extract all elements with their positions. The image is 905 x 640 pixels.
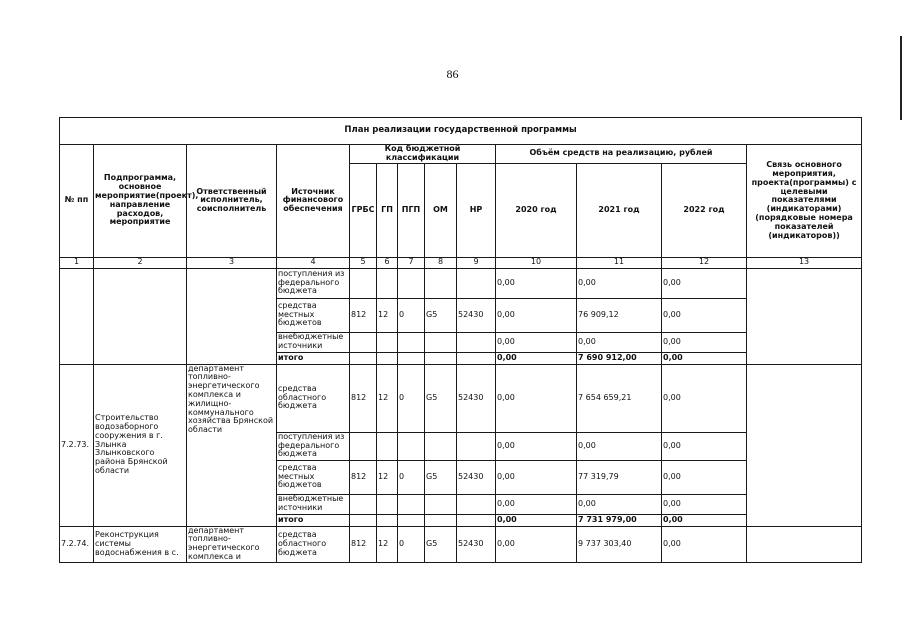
amount-2020: 0,00 — [496, 514, 577, 526]
row-activity — [94, 268, 187, 364]
funding-source: итого — [277, 514, 350, 526]
column-number: 3 — [187, 257, 277, 268]
gp-code — [377, 332, 398, 352]
row-num — [60, 268, 94, 364]
row-executor: департамент топливно-энергетического комплекса и жилищно-коммунального хозяйства Брянской области — [187, 364, 277, 526]
header-2022: 2022 год — [662, 163, 747, 257]
gp-code — [377, 514, 398, 526]
row-num: 7.2.74. — [60, 526, 94, 562]
amount-2021: 0,00 — [577, 494, 662, 514]
gp-code — [377, 268, 398, 298]
amount-2021: 7 731 979,00 — [577, 514, 662, 526]
amount-2021: 77 319,79 — [577, 460, 662, 494]
pgp-code: 0 — [398, 298, 425, 332]
grbs-code — [350, 352, 377, 364]
column-number: 5 — [350, 257, 377, 268]
header-link: Связь основного мероприятия, проекта(программы) с целевыми показателями (индикаторами) (порядковые номера показателей (индикаторов)) — [747, 145, 862, 258]
header-activity: Подпрограмма, основное мероприятие(проект), направление расходов, мероприятие — [94, 145, 187, 258]
row-executor — [187, 268, 277, 364]
om-code: G5 — [425, 460, 457, 494]
header-pgp: ПГП — [398, 163, 425, 257]
grbs-code — [350, 332, 377, 352]
column-number: 6 — [377, 257, 398, 268]
row-activity: Строительство водозаборного сооружения в г. Злынка Злынковского района Брянской области — [94, 364, 187, 526]
om-code — [425, 268, 457, 298]
nr-code: 52430 — [457, 298, 496, 332]
nr-code — [457, 332, 496, 352]
header-executor: Ответственный исполнитель, соисполнитель — [187, 145, 277, 258]
pgp-code — [398, 268, 425, 298]
amount-2022: 0,00 — [662, 494, 747, 514]
amount-2021: 0,00 — [577, 432, 662, 460]
indicator-link — [747, 526, 862, 562]
table-row — [60, 268, 862, 298]
amount-2022: 0,00 — [662, 514, 747, 526]
amount-2022: 0,00 — [662, 460, 747, 494]
amount-2020: 0,00 — [496, 332, 577, 352]
column-number: 12 — [662, 257, 747, 268]
nr-code — [457, 514, 496, 526]
grbs-code — [350, 432, 377, 460]
column-number: 1 — [60, 257, 94, 268]
nr-code — [457, 494, 496, 514]
nr-code — [457, 432, 496, 460]
amount-2020: 0,00 — [496, 526, 577, 562]
column-number: 4 — [277, 257, 350, 268]
column-number: 2 — [94, 257, 187, 268]
pgp-code — [398, 332, 425, 352]
gp-code: 12 — [377, 526, 398, 562]
column-number: 11 — [577, 257, 662, 268]
pgp-code — [398, 352, 425, 364]
amount-2020: 0,00 — [496, 298, 577, 332]
row-num: 7.2.73. — [60, 364, 94, 526]
header-om: ОМ — [425, 163, 457, 257]
pgp-code — [398, 514, 425, 526]
header-grbs: ГРБС — [350, 163, 377, 257]
om-code — [425, 332, 457, 352]
funding-source: итого — [277, 352, 350, 364]
amount-2020: 0,00 — [496, 494, 577, 514]
program-plan-table — [59, 117, 862, 563]
amount-2020: 0,00 — [496, 432, 577, 460]
row-executor: департамент топливно-энергетического комплекса и — [187, 526, 277, 562]
amount-2021: 7 654 659,21 — [577, 364, 662, 432]
funding-source: внебюджетные источники — [277, 332, 350, 352]
column-number: 9 — [457, 257, 496, 268]
column-number: 7 — [398, 257, 425, 268]
funding-source: поступления из федерального бюджета — [277, 432, 350, 460]
header-gp: ГП — [377, 163, 398, 257]
grbs-code — [350, 494, 377, 514]
table-row — [60, 364, 862, 432]
pgp-code — [398, 494, 425, 514]
amount-2022: 0,00 — [662, 352, 747, 364]
om-code: G5 — [425, 526, 457, 562]
om-code — [425, 494, 457, 514]
funding-source: поступления из федерального бюджета — [277, 268, 350, 298]
funding-source: средства областного бюджета — [277, 526, 350, 562]
pgp-code: 0 — [398, 364, 425, 432]
funding-source: средства местных бюджетов — [277, 460, 350, 494]
pgp-code: 0 — [398, 526, 425, 562]
header-2021: 2021 год — [577, 163, 662, 257]
amount-2022: 0,00 — [662, 526, 747, 562]
column-number: 10 — [496, 257, 577, 268]
amount-2022: 0,00 — [662, 432, 747, 460]
grbs-code — [350, 514, 377, 526]
amount-2022: 0,00 — [662, 298, 747, 332]
indicator-link — [747, 364, 862, 526]
row-activity: Реконструкция системы водоснабжения в с. — [94, 526, 187, 562]
amount-2021: 76 909,12 — [577, 298, 662, 332]
nr-code — [457, 352, 496, 364]
amount-2022: 0,00 — [662, 364, 747, 432]
indicator-link — [747, 268, 862, 364]
grbs-code: 812 — [350, 460, 377, 494]
gp-code: 12 — [377, 460, 398, 494]
amount-2021: 0,00 — [577, 332, 662, 352]
pgp-code — [398, 432, 425, 460]
amount-2021: 0,00 — [577, 268, 662, 298]
nr-code: 52430 — [457, 460, 496, 494]
nr-code — [457, 268, 496, 298]
grbs-code: 812 — [350, 526, 377, 562]
gp-code — [377, 494, 398, 514]
gp-code — [377, 352, 398, 364]
nr-code: 52430 — [457, 526, 496, 562]
amount-2021: 7 690 912,00 — [577, 352, 662, 364]
gp-code — [377, 432, 398, 460]
om-code — [425, 514, 457, 526]
gp-code: 12 — [377, 364, 398, 432]
funding-source: внебюджетные источники — [277, 494, 350, 514]
gp-code: 12 — [377, 298, 398, 332]
column-number-row — [60, 257, 862, 268]
column-number: 8 — [425, 257, 457, 268]
funding-source: средства областного бюджета — [277, 364, 350, 432]
amount-2020: 0,00 — [496, 460, 577, 494]
amount-2022: 0,00 — [662, 268, 747, 298]
grbs-code — [350, 268, 377, 298]
table-title: План реализации государственной программы — [60, 118, 862, 145]
om-code: G5 — [425, 298, 457, 332]
header-nr: НР — [457, 163, 496, 257]
header-funds: Объём средств на реализацию, рублей — [496, 145, 747, 164]
om-code: G5 — [425, 364, 457, 432]
header-source: Источник финансового обеспечения — [277, 145, 350, 258]
amount-2021: 9 737 303,40 — [577, 526, 662, 562]
page-number: 86 — [446, 67, 459, 81]
header-num: № пп — [60, 145, 94, 258]
om-code — [425, 432, 457, 460]
amount-2022: 0,00 — [662, 332, 747, 352]
amount-2020: 0,00 — [496, 364, 577, 432]
nr-code: 52430 — [457, 364, 496, 432]
pgp-code: 0 — [398, 460, 425, 494]
grbs-code: 812 — [350, 298, 377, 332]
header-budget-code: Код бюджетной классификации — [350, 145, 496, 164]
column-number: 13 — [747, 257, 862, 268]
amount-2020: 0,00 — [496, 268, 577, 298]
amount-2020: 0,00 — [496, 352, 577, 364]
om-code — [425, 352, 457, 364]
header-2020: 2020 год — [496, 163, 577, 257]
margin-rule — [900, 36, 902, 120]
table-row — [60, 526, 862, 562]
grbs-code: 812 — [350, 364, 377, 432]
funding-source: средства местных бюджетов — [277, 298, 350, 332]
